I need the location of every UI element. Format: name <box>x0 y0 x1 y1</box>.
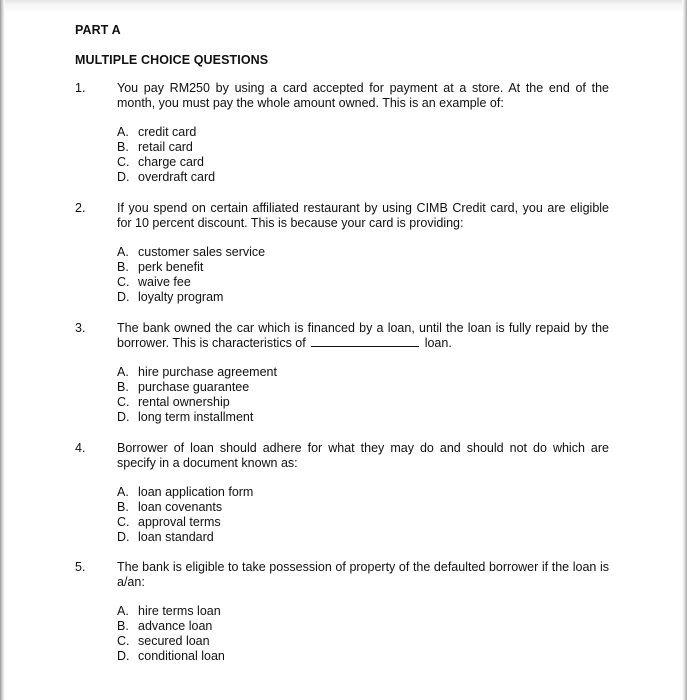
option-a[interactable] <box>117 245 417 260</box>
option-letter: A. <box>117 485 129 499</box>
question-number: 4. <box>75 441 86 455</box>
option-b[interactable] <box>117 260 417 275</box>
option-letter: B. <box>117 380 129 394</box>
option-text: customer sales service <box>138 245 266 259</box>
option-text: perk benefit <box>138 260 204 274</box>
page-shadow-right <box>682 0 687 700</box>
option-letter: A. <box>117 125 129 139</box>
option-a[interactable] <box>117 604 417 619</box>
option-c[interactable] <box>117 634 417 649</box>
option-letter: B. <box>117 260 129 274</box>
option-letter: D. <box>117 649 130 663</box>
question-text: You pay RM250 by using a card accepted for payment at a store. At the end of the month, you must pay the whole amount owned. This is an example of: <box>117 81 609 110</box>
option-b[interactable] <box>117 140 417 155</box>
answer-options <box>117 485 417 545</box>
option-d[interactable] <box>117 530 417 545</box>
option-d[interactable] <box>117 410 417 425</box>
question-text: The bank is eligible to take possession of property of the defaulted borrower if the loan is a/an: <box>117 560 609 589</box>
option-letter: A. <box>117 604 129 618</box>
option-a[interactable] <box>117 365 417 380</box>
option-text: loyalty program <box>138 290 224 304</box>
option-c[interactable] <box>117 395 417 410</box>
option-b[interactable] <box>117 500 417 515</box>
question-number: 3. <box>75 321 86 335</box>
option-letter: B. <box>117 500 129 514</box>
option-text: secured loan <box>138 634 210 648</box>
option-text: purchase guarantee <box>138 380 250 394</box>
option-text: approval terms <box>138 515 221 529</box>
option-c[interactable] <box>117 515 417 530</box>
option-c[interactable] <box>117 275 417 290</box>
option-text: rental ownership <box>138 395 230 409</box>
question-text <box>117 321 609 351</box>
option-letter: A. <box>117 245 129 259</box>
answer-options <box>117 604 417 664</box>
option-text: long term installment <box>138 410 254 424</box>
option-letter: D. <box>117 410 130 424</box>
option-c[interactable] <box>117 155 417 170</box>
section-title: MULTIPLE CHOICE QUESTIONS <box>75 53 269 67</box>
option-letter: D. <box>117 530 130 544</box>
option-text: hire terms loan <box>138 604 221 618</box>
option-text: conditional loan <box>138 649 225 663</box>
part-title: PART A <box>75 23 121 37</box>
option-b[interactable] <box>117 619 417 634</box>
question-text-start: The bank owned the car which is financed by a loan, until the loan is fully repaid by the borrower. This is characteristics of <box>117 321 609 350</box>
option-b[interactable] <box>117 380 417 395</box>
option-letter: B. <box>117 140 129 154</box>
question-number: 5. <box>75 560 86 574</box>
option-letter: C. <box>117 634 130 648</box>
option-text: advance loan <box>138 619 213 633</box>
answer-options <box>117 365 417 425</box>
option-letter: D. <box>117 170 130 184</box>
option-text: loan standard <box>138 530 214 544</box>
option-d[interactable] <box>117 290 417 305</box>
option-letter: C. <box>117 155 130 169</box>
option-text: loan application form <box>138 485 254 499</box>
option-text: loan covenants <box>138 500 223 514</box>
option-d[interactable] <box>117 170 417 185</box>
option-letter: C. <box>117 395 130 409</box>
option-a[interactable] <box>117 485 417 500</box>
option-a[interactable] <box>117 125 417 140</box>
fill-in-blank <box>311 336 419 347</box>
option-text: retail card <box>138 140 193 154</box>
question-text-end: loan. <box>424 336 452 350</box>
option-letter: B. <box>117 619 129 633</box>
question-number: 1. <box>75 81 86 95</box>
option-text: credit card <box>138 125 197 139</box>
option-d[interactable] <box>117 649 417 664</box>
option-letter: C. <box>117 275 130 289</box>
option-letter: D. <box>117 290 130 304</box>
option-letter: A. <box>117 365 129 379</box>
answer-options <box>117 125 417 185</box>
answer-options <box>117 245 417 305</box>
page-shadow-left <box>0 0 5 700</box>
option-text: overdraft card <box>138 170 216 184</box>
question-text: Borrower of loan should adhere for what they may do and should not do which are specify in a document known as: <box>117 441 609 470</box>
option-letter: C. <box>117 515 130 529</box>
option-text: waive fee <box>138 275 191 289</box>
question-text: If you spend on certain affiliated restaurant by using CIMB Credit card, you are eligible for 10 percent discount. This is because your card is providing: <box>117 201 609 230</box>
option-text: hire purchase agreement <box>138 365 277 379</box>
question-number: 2. <box>75 201 86 215</box>
option-text: charge card <box>138 155 205 169</box>
